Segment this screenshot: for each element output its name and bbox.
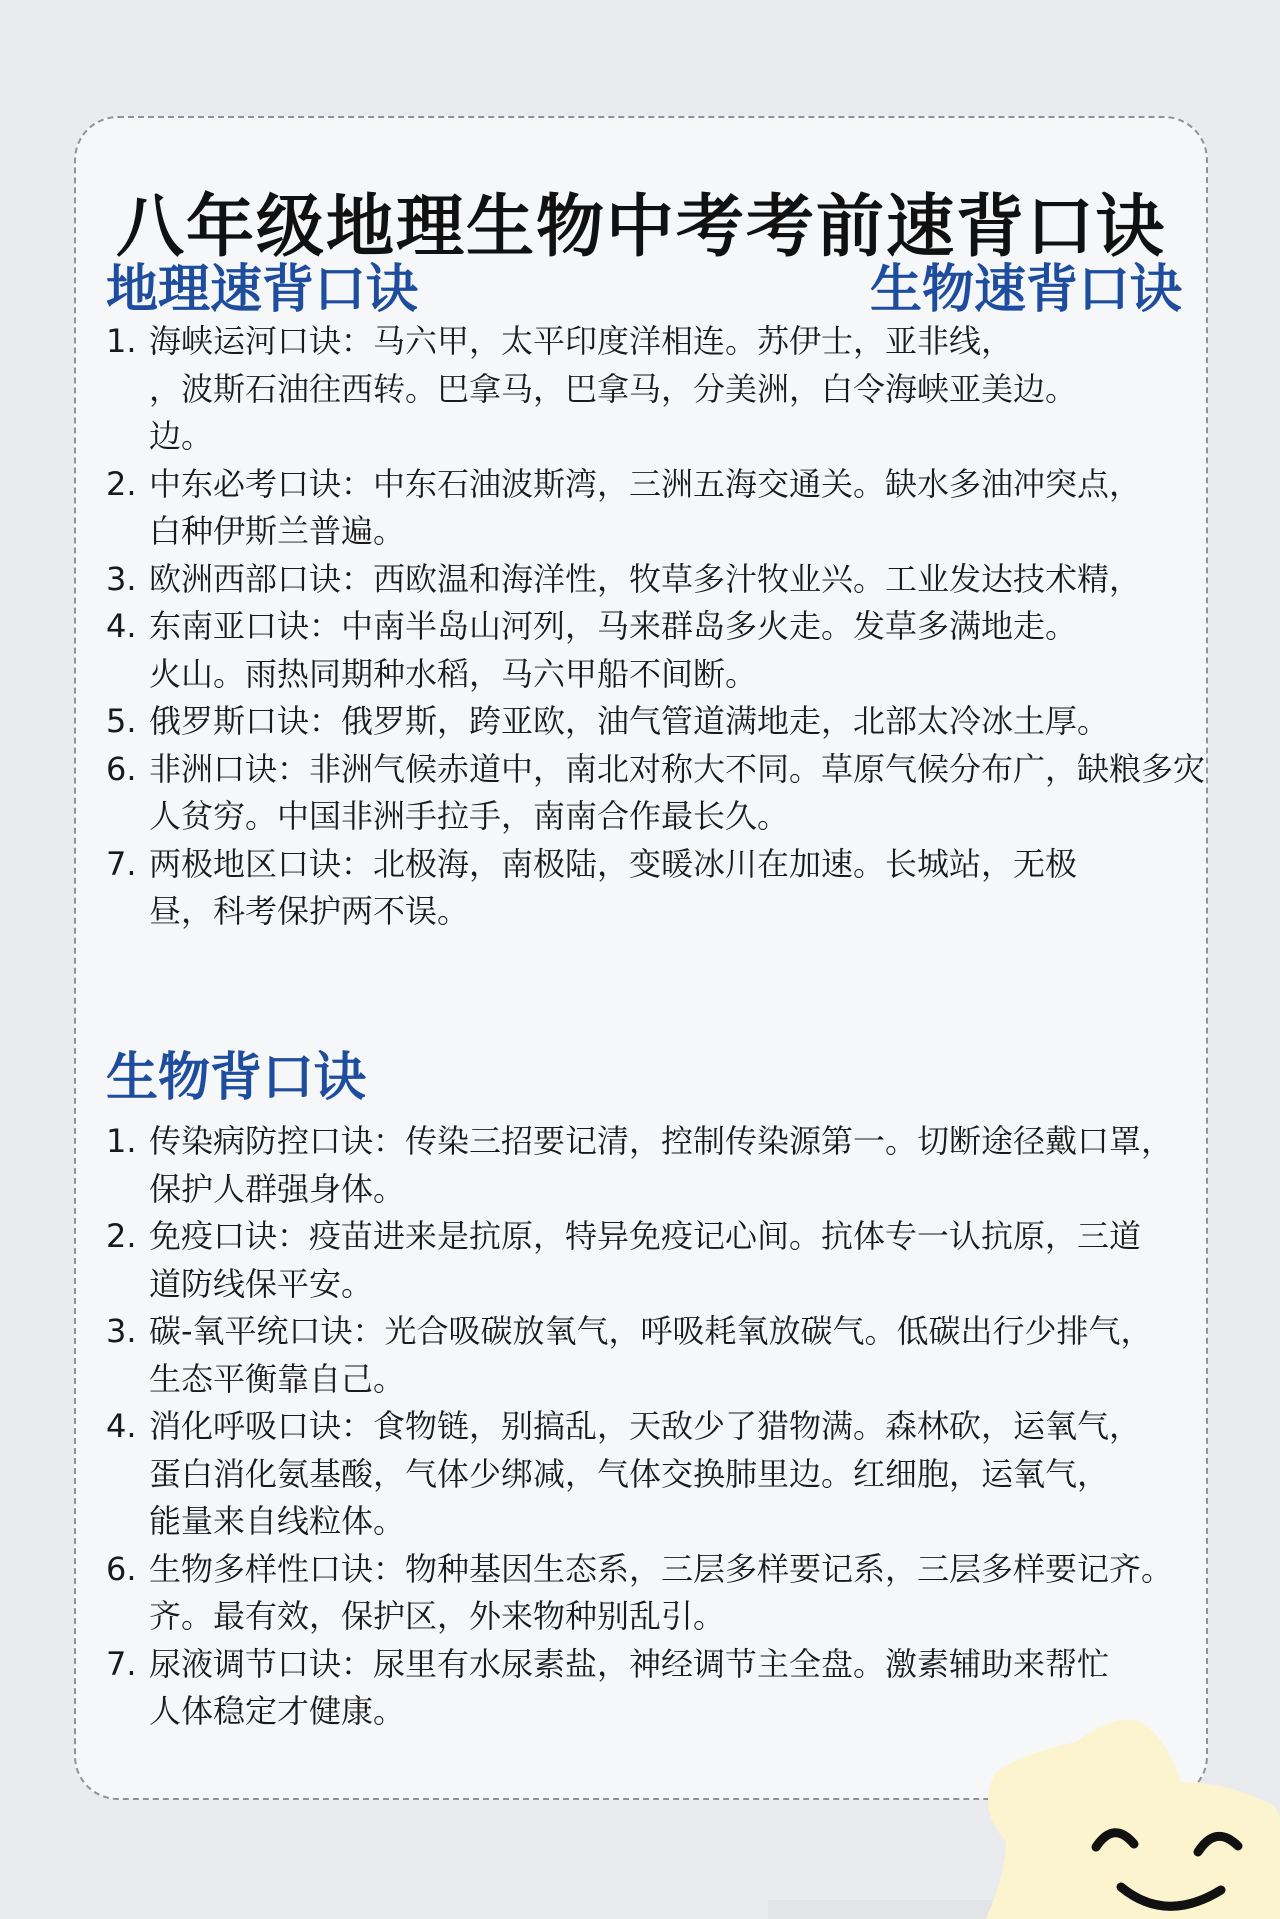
- list-item: 4. 消化呼吸口诀：食物链，别搞乱，天敌少了猎物满。森林砍，运氧气， 蛋白消化氨基酸，气体少绑减，气体交换肺里边。红细胞，运氧气， 能量来自线粒体。: [106, 1407, 1142, 1540]
- list-item: 2. 免疫口诀：疫苗进来是抗原，特异免疫记心间。抗体专一认抗原，三道 道防线保平安。: [106, 1217, 1142, 1303]
- smiling-star-icon: [966, 1712, 1280, 1919]
- list-item: 1. 海峡运河口诀：马六甲，太平印度洋相连。苏伊士，亚非线， ，波斯石油往西转。巴拿马，巴拿马，分美洲，白令海峡亚美边。 边。: [106, 322, 1078, 455]
- list-item: 4. 东南亚口诀：中南半岛山河列，马来群岛多火走。发草多满地走。 火山。雨热同期种水稻，马六甲船不间断。: [106, 607, 1078, 693]
- list-item: 7. 两极地区口诀：北极海，南极陆，变暖冰川在加速。长城站，无极 昼，科考保护两不误。: [106, 844, 1078, 930]
- list-item: 3. 欧洲西部口诀：西欧温和海洋性，牧草多汁牧业兴。工业发达技术精，: [106, 559, 1142, 598]
- bio-list: [106, 1118, 1206, 1736]
- list-item: 5. 俄罗斯口诀：俄罗斯，跨亚欧，油气管道满地走，北部太冷冰土厚。: [106, 702, 1110, 740]
- bio-section-heading: 生物背口诀: [106, 1048, 367, 1108]
- list-item: 3. 碳-氧平统口诀：光合吸碳放氧气，呼吸耗氧放碳气。低碳出行少排气， 生态平衡靠自己。: [106, 1312, 1153, 1398]
- geo-section-heading: 地理速背口诀: [106, 260, 419, 320]
- list-item: 6. 非洲口诀：非洲气候赤道中，南北对称大不同。草原气候分布广，缺粮多灾 人贫穷。中国非洲手拉手，南南合作最长久。: [106, 749, 1206, 835]
- list-item: 1. 传染病防控口诀：传染三招要记清，控制传染源第一。切断途径戴口罩， 保护人群强身体。: [106, 1122, 1174, 1208]
- page-title: 八年级地理生物中考考前速背口诀: [115, 188, 1166, 267]
- list-item: 6. 生物多样性口诀：物种基因生态系，三层多样要记系，三层多样要记齐。 齐。最有效，保护区，外来物种别乱引。: [106, 1549, 1174, 1635]
- list-item: 7. 尿液调节口诀：尿里有水尿素盐，神经调节主全盘。激素辅助来帮忙 人体稳定才健康。: [106, 1644, 1110, 1730]
- list-item: 2. 中东必考口诀：中东石油波斯湾，三洲五海交通关。缺水多油冲突点， 白种伊斯兰普遍。: [106, 464, 1142, 550]
- content-card: [74, 116, 1208, 1800]
- bio-quick-heading: 生物速背口诀: [869, 260, 1182, 320]
- geo-list: [106, 318, 1206, 936]
